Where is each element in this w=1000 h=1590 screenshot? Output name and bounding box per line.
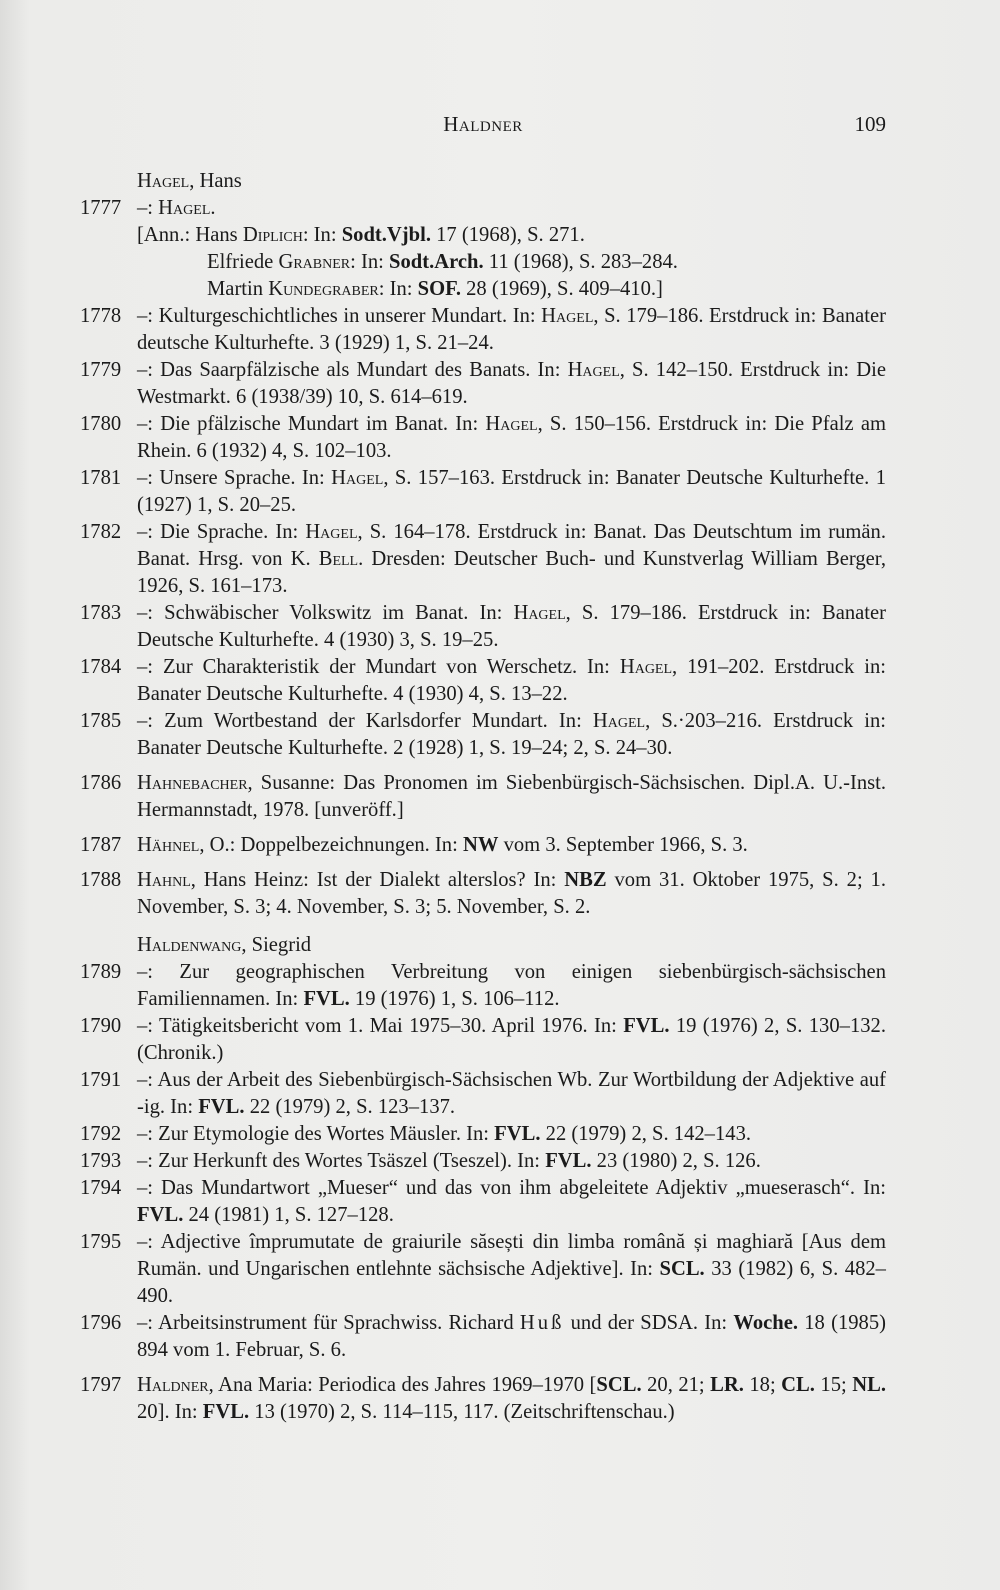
entry-text: –: Arbeitsinstrument für Sprachwiss. Richard Huß und der SDSA. In: Woche. 18 (1985) 894 vom 1. Februar, S. 6. (137, 1312, 886, 1361)
entry-number: 1789 (80, 961, 122, 983)
entry-number: 1784 (80, 656, 122, 678)
entry-number: 1785 (80, 710, 122, 732)
entry-text: Hahnebacher, Susanne: Das Pronomen im Siebenbürgisch-Sächsischen. Dipl.A. U.-Inst. Hermannstadt, 1978. [unveröff.] (137, 772, 886, 821)
entry-text: –: Zum Wortbestand der Karlsdorfer Mundart. In: Hagel, S.·203–216. Erstdruck in: Banater Deutsche Kulturhefte. 2 (1928) 1, S. 19–24; 2, S. 24–30. (137, 710, 886, 759)
entry-number: 1796 (80, 1312, 122, 1334)
entry-number: 1791 (80, 1069, 122, 1091)
entry-text: –: Zur Herkunft des Wortes Tsäszel (Tseszel). In: FVL. 23 (1980) 2, S. 126. (137, 1150, 761, 1172)
entry-text: –: Das Mundartwort „Mueser“ und das von ihm abgeleitete Adjektiv „mueserasch“. In: FVL. 24 (1981) 1, S. 127–128. (137, 1177, 886, 1226)
entry-1797 (80, 1372, 886, 1426)
entry-number: 1779 (80, 359, 122, 381)
entry-number: 1788 (80, 869, 122, 891)
entry-number: 1790 (80, 1015, 122, 1037)
entry-number: 1786 (80, 772, 122, 794)
entry-1786 (80, 770, 886, 824)
entry-1792 (80, 1121, 886, 1148)
entry-text: –: Adjective împrumutate de graiurile săsești din limba română și maghiară [Aus dem Rumän. und Ungarischen entlehnte sächsische Adjektive]. In: SCL. 33 (1982) 6, S. 482–490. (137, 1231, 886, 1307)
entry-text: –: Zur Charakteristik der Mundart von Werschetz. In: Hagel, 191–202. Erstdruck in: Banater Deutsche Kulturhefte. 4 (1930) 4, S. 13–22. (137, 656, 887, 705)
author-heading-haldenwang: Haldenwang, Siegrid (137, 934, 312, 956)
entry-1779 (80, 357, 886, 411)
entry-number: 1797 (80, 1374, 122, 1396)
entry-1791 (80, 1067, 886, 1121)
bibliography-content (80, 168, 886, 1426)
entry-1788 (80, 867, 886, 921)
entry-number: 1778 (80, 305, 122, 327)
entry-text: –: Hagel. (137, 197, 216, 219)
entry-1784 (80, 654, 886, 708)
entry-number: 1782 (80, 521, 122, 543)
entry-number: 1795 (80, 1231, 122, 1253)
annotation-line: Elfriede Grabner: In: Sodt.Arch. 11 (1968), S. 283–284. (207, 251, 678, 273)
annotation-line: Martin Kundegraber: In: SOF. 28 (1969), S. 409–410.] (207, 278, 663, 300)
entry-number: 1792 (80, 1123, 122, 1145)
entry-1787 (80, 832, 886, 859)
page-number: 109 (854, 112, 886, 136)
entry-text: –: Tätigkeitsbericht vom 1. Mai 1975–30. April 1976. In: FVL. 19 (1976) 2, S. 130–132. (Chronik.) (137, 1015, 886, 1064)
entry-1781 (80, 465, 886, 519)
entry-1794 (80, 1175, 886, 1229)
entry-1793 (80, 1148, 886, 1175)
running-head: Haldner (443, 112, 523, 136)
annotation-block (80, 222, 886, 303)
entry-text: –: Das Saarpfälzische als Mundart des Banats. In: Hagel, S. 142–150. Erstdruck in: Die Westmarkt. 6 (1938/39) 10, S. 614–619. (137, 359, 886, 408)
entry-number: 1794 (80, 1177, 122, 1199)
entry-text: –: Zur Etymologie des Wortes Mäusler. In: FVL. 22 (1979) 2, S. 142–143. (137, 1123, 752, 1145)
entry-text: Hähnel, O.: Doppelbezeichnungen. In: NW vom 3. September 1966, S. 3. (137, 834, 748, 856)
entry-1789 (80, 959, 886, 1013)
author-heading-hagel: Hagel, Hans (137, 170, 242, 192)
entry-text: –: Die pfälzische Mundart im Banat. In: Hagel, S. 150–156. Erstdruck in: Die Pfalz am Rhein. 6 (1932) 4, S. 102–103. (137, 413, 886, 462)
entry-number: 1783 (80, 602, 122, 624)
entry-text: Haldner, Ana Maria: Periodica des Jahres 1969–1970 [SCL. 20, 21; LR. 18; CL. 15; NL. 20]. In: FVL. 13 (1970) 2, S. 114–115, 117. (Zeitschriftenschau.) (137, 1374, 886, 1423)
entry-1796 (80, 1310, 886, 1364)
entry-1790 (80, 1013, 886, 1067)
entry-text: –: Die Sprache. In: Hagel, S. 164–178. Erstdruck in: Banat. Das Deutschtum im rumän. Banat. Hrsg. von K. Bell. Dresden: Deutscher Buch- und Kunstverlag William Berger, 1926, S. 161–173. (137, 521, 886, 597)
entry-1795 (80, 1229, 886, 1310)
entry-text: –: Zur geographischen Verbreitung von einigen siebenbürgisch-sächsischen Familiennamen. In: FVL. 19 (1976) 1, S. 106–112. (137, 961, 886, 1010)
entry-1780 (80, 411, 886, 465)
entry-1783 (80, 600, 886, 654)
entry-text: –: Schwäbischer Volkswitz im Banat. In: Hagel, S. 179–186. Erstdruck in: Banater Deutsche Kulturhefte. 4 (1930) 3, S. 19–25. (137, 602, 886, 651)
entry-text: –: Unsere Sprache. In: Hagel, S. 157–163. Erstdruck in: Banater Deutsche Kulturhefte. 1 (1927) 1, S. 20–25. (137, 467, 886, 516)
page-header (80, 112, 886, 142)
entry-1778 (80, 303, 886, 357)
entry-text: Hahnl, Hans Heinz: Ist der Dialekt alterslos? In: NBZ vom 31. Oktober 1975, S. 2; 1. November, S. 3; 4. November, S. 3; 5. November, S. 2. (137, 869, 887, 918)
entry-text: –: Aus der Arbeit des Siebenbürgisch-Sächsischen Wb. Zur Wortbildung der Adjektive auf -ig. In: FVL. 22 (1979) 2, S. 123–137. (137, 1069, 886, 1118)
entry-text: –: Kulturgeschichtliches in unserer Mundart. In: Hagel, S. 179–186. Erstdruck in: Banater deutsche Kulturhefte. 3 (1929) 1, S. 21–24. (137, 305, 886, 354)
entry-1777 (80, 195, 886, 222)
entry-number: 1780 (80, 413, 122, 435)
entry-number: 1781 (80, 467, 122, 489)
entry-number: 1787 (80, 834, 122, 856)
annotation-line: [Ann.: Hans Diplich: In: Sodt.Vjbl. 17 (1968), S. 271. (137, 224, 585, 246)
entry-1782 (80, 519, 886, 600)
entry-number: 1777 (80, 197, 122, 219)
entry-number: 1793 (80, 1150, 122, 1172)
entry-1785 (80, 708, 886, 762)
